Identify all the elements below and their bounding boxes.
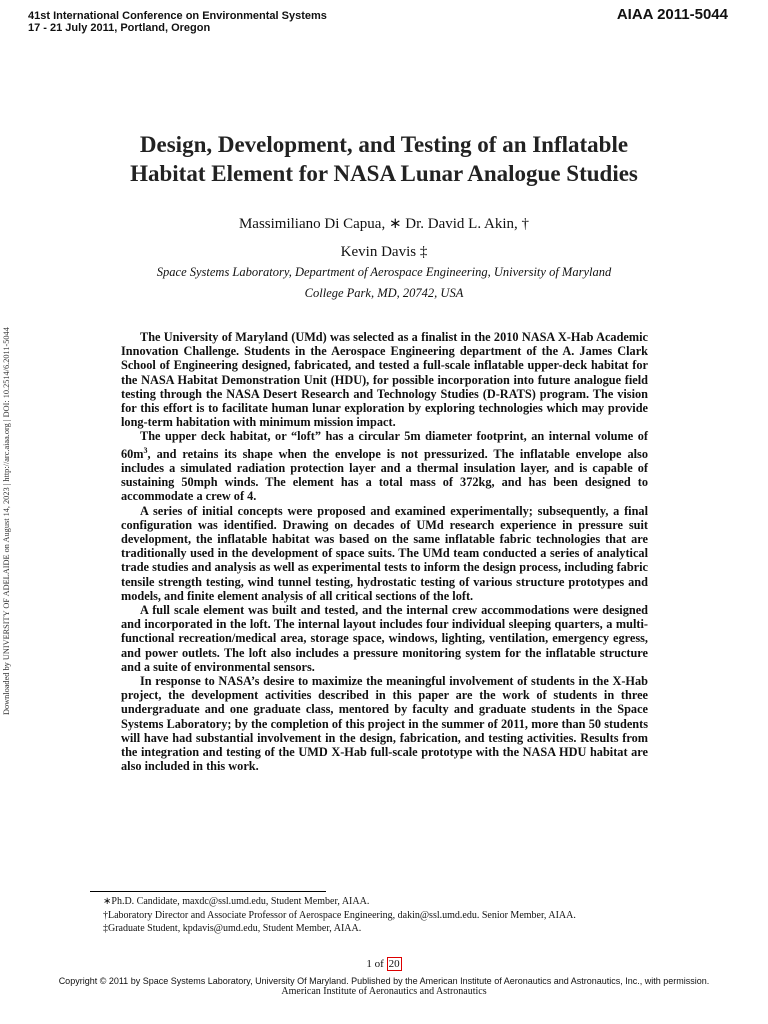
footnote-3: ‡Graduate Student, kpdavis@umd.edu, Student Member, AIAA. [103, 923, 362, 934]
abstract-p2-text-b: , and retains its shape when the envelope is not pressurized. The inflatable envelope also includes a simulated radiation protection layer and a thermal insulation layer, and is capable of sustaining 50mph winds. The element has a total mass of 372kg, and has been designed to accommodate a crew of 4. [121, 446, 648, 504]
authors [0, 210, 768, 266]
page-number [0, 958, 768, 970]
abstract-paragraph-4: A full scale element was built and tested, and the internal crew accommodations were designed and incorporated in the loft. The internal layout includes four individual sleeping quarters, a multi-functional recreation/medical area, storage space, windows, lighting, ventilation, emergency egress, and power outlets. The loft also includes a pressure monitoring system for the inflatable structure and a suite of environmental sensors. [121, 602, 648, 674]
footnotes [103, 895, 576, 936]
publisher-footer: American Institute of Aeronautics and Astronautics [281, 986, 487, 997]
abstract-p2-text-a: The upper deck habitat, or “loft” has a circular 5m diameter footprint, an internal volume of 60m [121, 429, 648, 461]
conference-name: 41st International Conference on Environmental Systems [28, 10, 327, 22]
paper-number: AIAA 2011-5044 [616, 6, 728, 23]
abstract-paragraph-2 [121, 429, 648, 503]
affiliation-line-1: Space Systems Laboratory, Department of Aerospace Engineering, University of Maryland [156, 265, 612, 279]
abstract-paragraph-3: A series of initial concepts were proposed and examined experimentally; subsequently, a final configuration was identified. Drawing on decades of UMd research experience in pressure suit development, the inflatable habitat was based on the same inflatable fabric technologies that are traditionally used in the development of space suits. The UMd team conducted a series of analytical trade studies and analysis as well as experimental tests to inform the design process, including fabric tensile strength testing, wind tunnel testing, hydrostatic testing of various structure prototypes and models, and finite element analysis of all critical sections of the loft. [121, 503, 648, 603]
page-number-prefix: 1 of [366, 958, 387, 970]
footnote-rule [90, 891, 326, 892]
download-watermark: Downloaded by UNIVERSITY OF ADELAIDE on August 14, 2023 | http://arc.aiaa.org | DOI: 10.2514/6.2011-5044 [2, 327, 11, 715]
abstract [121, 330, 648, 773]
footnote-2: †Laboratory Director and Associate Professor of Aerospace Engineering, dakin@ssl.umd.edu. Senior Member, AIAA. [103, 909, 576, 921]
abstract-paragraph-1: The University of Maryland (UMd) was selected as a finalist in the 2010 NASA X-Hab Academic Innovation Challenge. Students in the Aerospace Engineering department of the A. James Clark School of Engineering designed, fabricated, and tested a full-scale inflatable upper-deck habitat for the NASA Habitat Demonstration Unit (HDU), for possible incorporation into future analogue field testing through the NASA Desert Research and Technology Studies (D-RATS) program. The vision for this effort is to facilitate human lunar exploration by exploring technologies which may provide long-term habitation with minimum mission impact. [121, 330, 648, 430]
affiliation-line-2: College Park, MD, 20742, USA [304, 286, 464, 300]
title-line-2: Habitat Element for NASA Lunar Analogue Studies [130, 161, 638, 186]
authors-line-1: Massimiliano Di Capua, ∗ Dr. David L. Akin, † [238, 216, 530, 232]
page-total-link[interactable]: 20 [388, 958, 400, 970]
copyright-notice: Copyright © 2011 by Space Systems Laboratory, University Of Maryland. Published by the American Institute of Aeronautics and Astronautics, Inc., with permission. [58, 976, 710, 986]
footnote-1: ∗Ph.D. Candidate, maxdc@ssl.umd.edu, Student Member, AIAA. [103, 896, 370, 907]
affiliation [0, 262, 768, 304]
title-line-1: Design, Development, and Testing of an Inflatable [139, 132, 629, 157]
conference-dates: 17 - 21 July 2011, Portland, Oregon [28, 22, 211, 34]
superscript-3: 3 [143, 445, 148, 455]
conference-header [28, 10, 327, 34]
paper-title [0, 130, 768, 188]
abstract-paragraph-5: In response to NASA’s desire to maximize the meaningful involvement of students in the X-Hab project, the development activities described in this paper are the work of students in three undergraduate and one graduate class, mentored by faculty and graduate students in the Space Systems Laboratory; by the completion of this project in the summer of 2011, more than 50 students will have had substantial involvement in the design, fabrication, and testing activities. Results from the integration and testing of the UMD X-Hab full-scale prototype with the NASA HDU habitat are also included in this work. [121, 673, 648, 774]
authors-line-2: Kevin Davis ‡ [340, 244, 428, 260]
